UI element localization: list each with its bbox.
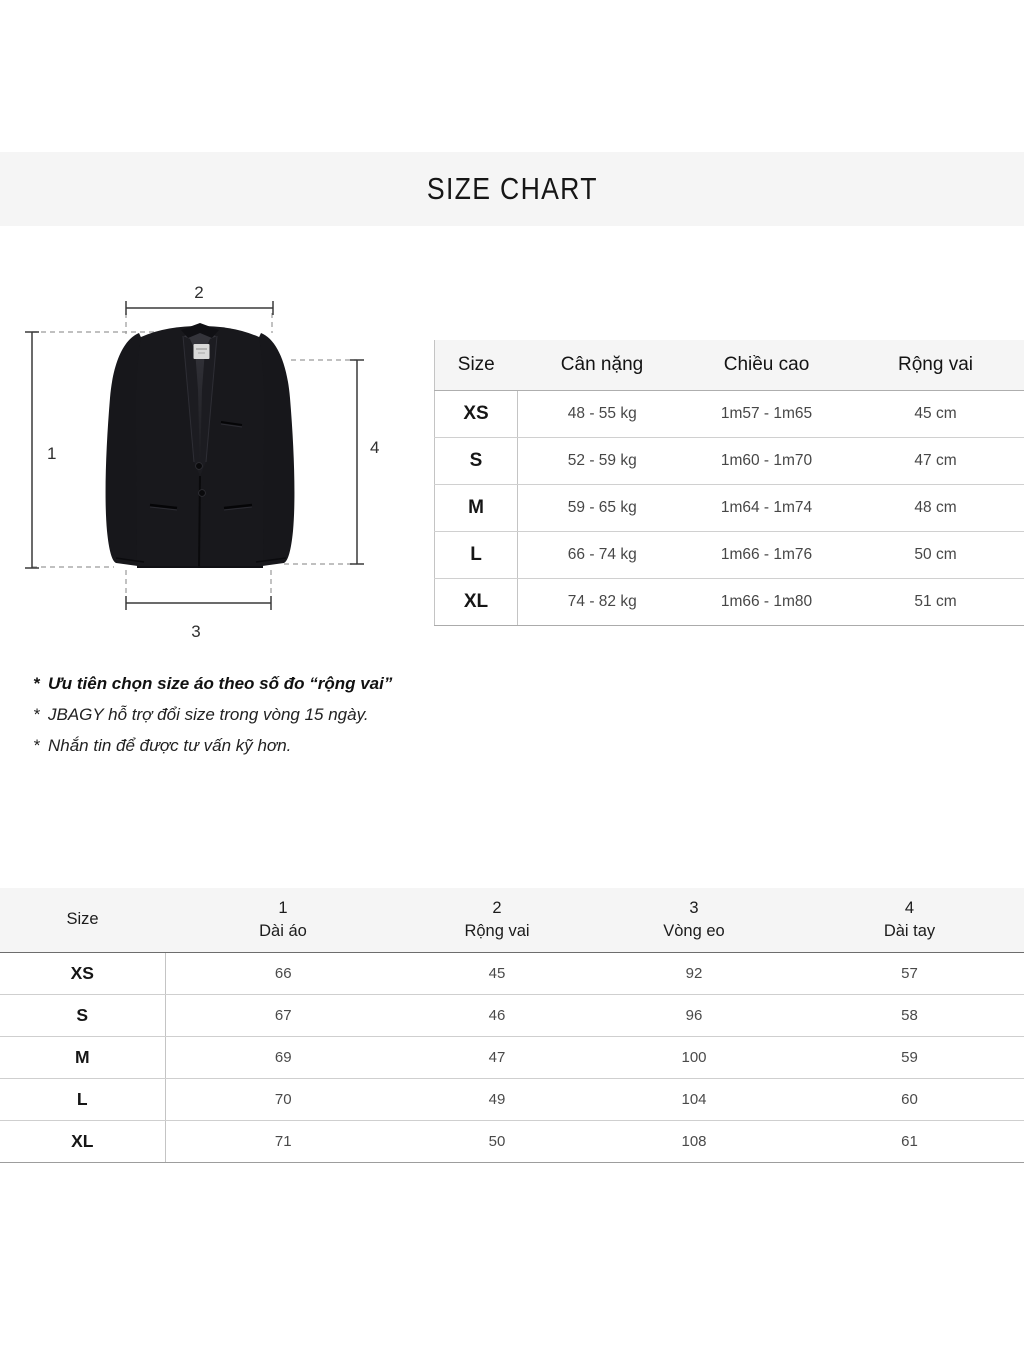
- note-text: JBAGY hỗ trợ đổi size trong vòng 15 ngày.: [48, 705, 369, 724]
- vong-eo-cell: 104: [593, 1078, 795, 1120]
- measure-label-4: 4: [370, 438, 380, 457]
- table-row: [0, 952, 1024, 994]
- height-cell: 1m57 - 1m65: [687, 390, 847, 437]
- size-cell: XS: [0, 952, 165, 994]
- page-title: SIZE CHART: [426, 171, 598, 206]
- rong-vai-cell: 45: [401, 952, 593, 994]
- button-bottom: [199, 490, 206, 497]
- shoulder-cell: 45 cm: [847, 390, 1024, 437]
- jacket-measurement-diagram: [0, 270, 430, 660]
- vong-eo-cell: 100: [593, 1036, 795, 1078]
- measure-name: Rộng vai: [464, 921, 530, 940]
- table-row: [0, 1120, 1024, 1162]
- dai-ao-cell: 67: [165, 994, 401, 1036]
- rong-vai-cell: 46: [401, 994, 593, 1036]
- col-header-weight: Cân nặng: [518, 340, 687, 390]
- dai-ao-cell: 70: [165, 1078, 401, 1120]
- table-header-row: [0, 888, 1024, 952]
- col-header-rong-vai: [401, 888, 593, 952]
- col-header-vong-eo: [593, 888, 795, 952]
- measure-label-3: 3: [191, 622, 201, 641]
- size-cell: XS: [435, 390, 518, 437]
- size-cell: S: [435, 437, 518, 484]
- brand-label-tag: [194, 344, 210, 359]
- weight-cell: 74 - 82 kg: [518, 578, 687, 625]
- measure-number: 3: [689, 898, 699, 917]
- table-row: [435, 390, 1024, 437]
- asterisk-marker: *: [33, 674, 40, 693]
- vong-eo-cell: 96: [593, 994, 795, 1036]
- height-cell: 1m64 - 1m74: [687, 484, 847, 531]
- size-cell: L: [435, 531, 518, 578]
- shoulder-cell: 48 cm: [847, 484, 1024, 531]
- note-text: Nhắn tin để được tư vấn kỹ hơn.: [48, 736, 292, 755]
- table-row: [435, 578, 1024, 625]
- size-table-body-measurements: [434, 340, 1024, 626]
- asterisk-marker: *: [33, 705, 40, 724]
- shoulder-cell: 51 cm: [847, 578, 1024, 625]
- size-cell: L: [0, 1078, 165, 1120]
- measure-name: Vòng eo: [663, 921, 725, 940]
- size-chart-heading-band: [0, 152, 1024, 226]
- button-top: [196, 463, 203, 470]
- measure-1-length: [25, 332, 56, 568]
- table-row: [0, 994, 1024, 1036]
- measure-2-shoulder: [126, 283, 273, 315]
- measure-number: 1: [278, 898, 288, 917]
- notes-block: [33, 673, 392, 766]
- jacket-figure: [0, 270, 430, 660]
- col-header-dai-ao: [165, 888, 401, 952]
- note-item: [33, 735, 392, 756]
- weight-cell: 59 - 65 kg: [518, 484, 687, 531]
- dai-ao-cell: 69: [165, 1036, 401, 1078]
- table-row: [0, 1078, 1024, 1120]
- note-item: [33, 704, 392, 725]
- dai-ao-cell: 66: [165, 952, 401, 994]
- size-cell: M: [0, 1036, 165, 1078]
- vong-eo-cell: 108: [593, 1120, 795, 1162]
- note-item: [33, 673, 392, 694]
- shoulder-cell: 50 cm: [847, 531, 1024, 578]
- vong-eo-cell: 92: [593, 952, 795, 994]
- measure-4-sleeve: [350, 360, 379, 564]
- dai-tay-cell: 59: [795, 1036, 1024, 1078]
- measure-number: 4: [904, 898, 915, 917]
- col-header-dai-tay: [795, 888, 1024, 952]
- size-cell: XL: [0, 1120, 165, 1162]
- size-cell: S: [0, 994, 165, 1036]
- table-row: [0, 1036, 1024, 1078]
- dai-tay-cell: 58: [795, 994, 1024, 1036]
- col-header-size: Size: [0, 888, 165, 952]
- weight-cell: 52 - 59 kg: [518, 437, 687, 484]
- dai-tay-cell: 60: [795, 1078, 1024, 1120]
- table-row: [435, 484, 1024, 531]
- height-cell: 1m66 - 1m76: [687, 531, 847, 578]
- asterisk-marker: *: [33, 736, 40, 755]
- table-row: [435, 437, 1024, 484]
- weight-cell: 66 - 74 kg: [518, 531, 687, 578]
- dai-ao-cell: 71: [165, 1120, 401, 1162]
- height-cell: 1m66 - 1m80: [687, 578, 847, 625]
- col-header-height: Chiều cao: [687, 340, 847, 390]
- blazer-illustration: [106, 323, 295, 568]
- measure-name: Dài tay: [883, 921, 936, 940]
- dai-tay-cell: 57: [795, 952, 1024, 994]
- measure-label-2: 2: [194, 283, 204, 302]
- measure-name: Dài áo: [259, 921, 307, 940]
- height-cell: 1m60 - 1m70: [687, 437, 847, 484]
- shoulder-cell: 47 cm: [847, 437, 1024, 484]
- weight-cell: 48 - 55 kg: [518, 390, 687, 437]
- note-text: Ưu tiên chọn size áo theo số đo “rộng vai”: [48, 674, 393, 693]
- table-row: [435, 531, 1024, 578]
- measure-number: 2: [492, 898, 502, 917]
- front-opening-seam: [199, 476, 200, 568]
- col-header-shoulder: Rộng vai: [847, 340, 1024, 390]
- rong-vai-cell: 49: [401, 1078, 593, 1120]
- col-header-size: Size: [435, 340, 518, 390]
- rong-vai-cell: 50: [401, 1120, 593, 1162]
- rong-vai-cell: 47: [401, 1036, 593, 1078]
- size-cell: XL: [435, 578, 518, 625]
- size-cell: M: [435, 484, 518, 531]
- size-table-garment-measurements: [0, 888, 1024, 1163]
- table-header-row: [435, 340, 1024, 390]
- dai-tay-cell: 61: [795, 1120, 1024, 1162]
- measure-label-1: 1: [47, 444, 57, 463]
- measure-3-hem: [126, 596, 271, 641]
